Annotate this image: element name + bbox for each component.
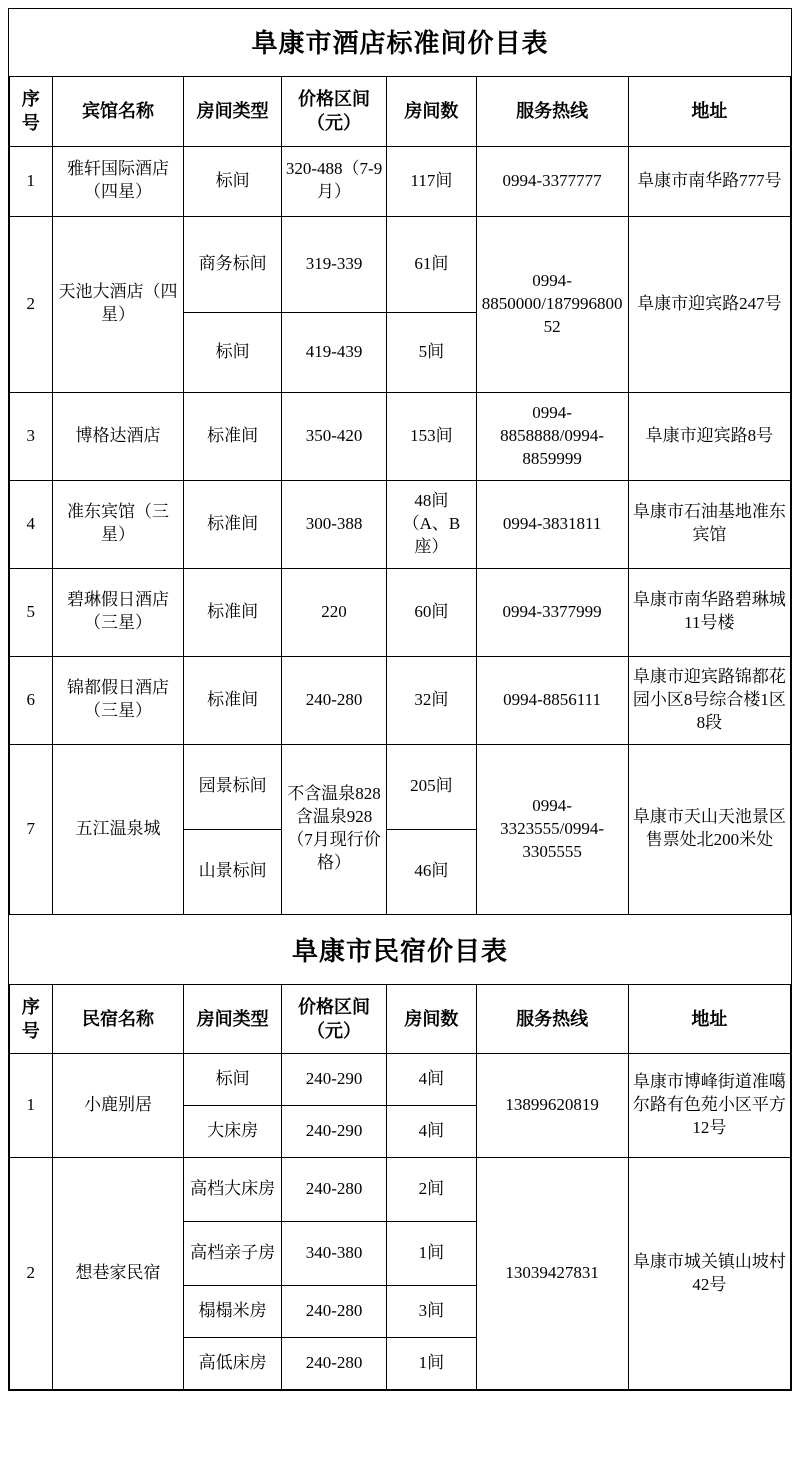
- cell-room-count: 3间: [387, 1286, 476, 1338]
- cell-index: 3: [10, 392, 53, 480]
- header-room-count: 房间数: [387, 984, 476, 1054]
- header-index: 序号: [10, 984, 53, 1054]
- cell-index: 5: [10, 568, 53, 656]
- cell-room-type: 高档大床房: [184, 1158, 281, 1222]
- cell-address: 阜康市石油基地准东宾馆: [628, 480, 790, 568]
- cell-price: 240-280: [281, 1158, 386, 1222]
- cell-price: 220: [281, 568, 386, 656]
- cell-price: 300-388: [281, 480, 386, 568]
- cell-hotline: 13899620819: [476, 1054, 628, 1158]
- header-room-type: 房间类型: [184, 77, 281, 147]
- cell-address: 阜康市迎宾路247号: [628, 216, 790, 392]
- cell-room-type: 标间: [184, 312, 281, 392]
- cell-room-count: 61间: [387, 216, 476, 312]
- cell-room-count: 32间: [387, 656, 476, 744]
- cell-price: 不含温泉828含温泉928（7月现行价格）: [281, 744, 386, 914]
- cell-room-type: 标间: [184, 146, 281, 216]
- cell-room-type: 山景标间: [184, 829, 281, 914]
- cell-index: 2: [10, 1158, 53, 1390]
- table-row: [10, 1158, 791, 1222]
- page-title-hotels: 阜康市酒店标准间价目表: [251, 29, 549, 58]
- cell-room-count: 60间: [387, 568, 476, 656]
- cell-hotel-name: 碧琳假日酒店（三星）: [52, 568, 184, 656]
- cell-address: 阜康市迎宾路锦都花园小区8号综合楼1区8段: [628, 656, 790, 744]
- cell-price: 240-280: [281, 656, 386, 744]
- cell-index: 2: [10, 216, 53, 392]
- header-hotel-name: 宾馆名称: [52, 77, 184, 147]
- cell-room-count: 205间: [387, 744, 476, 829]
- table-row: [10, 1054, 791, 1106]
- table-row: [10, 392, 791, 480]
- cell-price: 240-290: [281, 1054, 386, 1106]
- cell-room-count: 153间: [387, 392, 476, 480]
- cell-room-type: 商务标间: [184, 216, 281, 312]
- cell-room-type: 标准间: [184, 656, 281, 744]
- homestay-price-table: [9, 984, 791, 1391]
- header-hotline: 服务热线: [476, 984, 628, 1054]
- cell-room-type: 大床房: [184, 1106, 281, 1158]
- cell-price: 320-488（7-9月）: [281, 146, 386, 216]
- cell-price: 240-280: [281, 1286, 386, 1338]
- cell-hotel-name: 博格达酒店: [52, 392, 184, 480]
- cell-index: 1: [10, 1054, 53, 1158]
- header-room-count: 房间数: [387, 77, 476, 147]
- cell-room-count: 2间: [387, 1158, 476, 1222]
- cell-index: 6: [10, 656, 53, 744]
- table-row: [10, 744, 791, 829]
- hotel-price-table: [9, 76, 791, 915]
- cell-homestay-name: 小鹿别居: [52, 1054, 184, 1158]
- cell-hotel-name: 天池大酒店（四星）: [52, 216, 184, 392]
- cell-room-type: 高档亲子房: [184, 1222, 281, 1286]
- cell-hotline: 0994-8856111: [476, 656, 628, 744]
- cell-hotel-name: 准东宾馆（三星）: [52, 480, 184, 568]
- cell-room-count: 1间: [387, 1222, 476, 1286]
- cell-hotline: 0994-8858888/0994-8859999: [476, 392, 628, 480]
- header-hotline: 服务热线: [476, 77, 628, 147]
- cell-address: 阜康市南华路碧琳城11号楼: [628, 568, 790, 656]
- cell-room-type: 标准间: [184, 392, 281, 480]
- table-header-row: [10, 984, 791, 1054]
- table-row: [10, 146, 791, 216]
- cell-address: 阜康市迎宾路8号: [628, 392, 790, 480]
- cell-hotline: 0994-3377999: [476, 568, 628, 656]
- cell-room-type: 榻榻米房: [184, 1286, 281, 1338]
- cell-room-type: 标准间: [184, 568, 281, 656]
- cell-hotline: 0994-3831811: [476, 480, 628, 568]
- cell-price: 350-420: [281, 392, 386, 480]
- cell-hotel-name: 雅轩国际酒店（四星）: [52, 146, 184, 216]
- cell-index: 7: [10, 744, 53, 914]
- header-price-range: 价格区间（元）: [281, 984, 386, 1054]
- cell-address: 阜康市天山天池景区售票处北200米处: [628, 744, 790, 914]
- table-row: [10, 568, 791, 656]
- cell-room-type: 标准间: [184, 480, 281, 568]
- page-title-homestays: 阜康市民宿价目表: [291, 936, 508, 966]
- cell-room-count: 5间: [387, 312, 476, 392]
- cell-hotline: 0994-8850000/18799680052: [476, 216, 628, 392]
- cell-room-count: 4间: [387, 1054, 476, 1106]
- cell-room-count: 46间: [387, 829, 476, 914]
- cell-hotline: 13039427831: [476, 1158, 628, 1390]
- header-homestay-name: 民宿名称: [52, 984, 184, 1054]
- cell-room-type: 园景标间: [184, 744, 281, 829]
- cell-index: 1: [10, 146, 53, 216]
- cell-room-count: 117间: [387, 146, 476, 216]
- cell-address: 阜康市南华路777号: [628, 146, 790, 216]
- cell-room-count: 48间（A、B座）: [387, 480, 476, 568]
- table-header-row: [10, 77, 791, 147]
- cell-hotline: 0994-3323555/0994-3305555: [476, 744, 628, 914]
- header-room-type: 房间类型: [184, 984, 281, 1054]
- cell-hotel-name: 五江温泉城: [52, 744, 184, 914]
- header-address: 地址: [628, 77, 790, 147]
- cell-price: 419-439: [281, 312, 386, 392]
- table-row: [10, 656, 791, 744]
- header-index: 序号: [10, 77, 53, 147]
- cell-room-count: 4间: [387, 1106, 476, 1158]
- cell-price: 340-380: [281, 1222, 386, 1286]
- cell-price: 319-339: [281, 216, 386, 312]
- hotel-table-block: [8, 8, 792, 1391]
- cell-address: 阜康市城关镇山坡村42号: [628, 1158, 790, 1390]
- cell-homestay-name: 想巷家民宿: [52, 1158, 184, 1390]
- cell-address: 阜康市博峰街道准噶尔路有色苑小区平方12号: [628, 1054, 790, 1158]
- cell-hotline: 0994-3377777: [476, 146, 628, 216]
- cell-room-count: 1间: [387, 1338, 476, 1390]
- header-price-range: 价格区间（元）: [281, 77, 386, 147]
- cell-price: 240-290: [281, 1106, 386, 1158]
- header-address: 地址: [628, 984, 790, 1054]
- table-row: [10, 480, 791, 568]
- cell-hotel-name: 锦都假日酒店（三星）: [52, 656, 184, 744]
- table-row: [10, 216, 791, 312]
- cell-price: 240-280: [281, 1338, 386, 1390]
- cell-room-type: 标间: [184, 1054, 281, 1106]
- cell-room-type: 高低床房: [184, 1338, 281, 1390]
- cell-index: 4: [10, 480, 53, 568]
